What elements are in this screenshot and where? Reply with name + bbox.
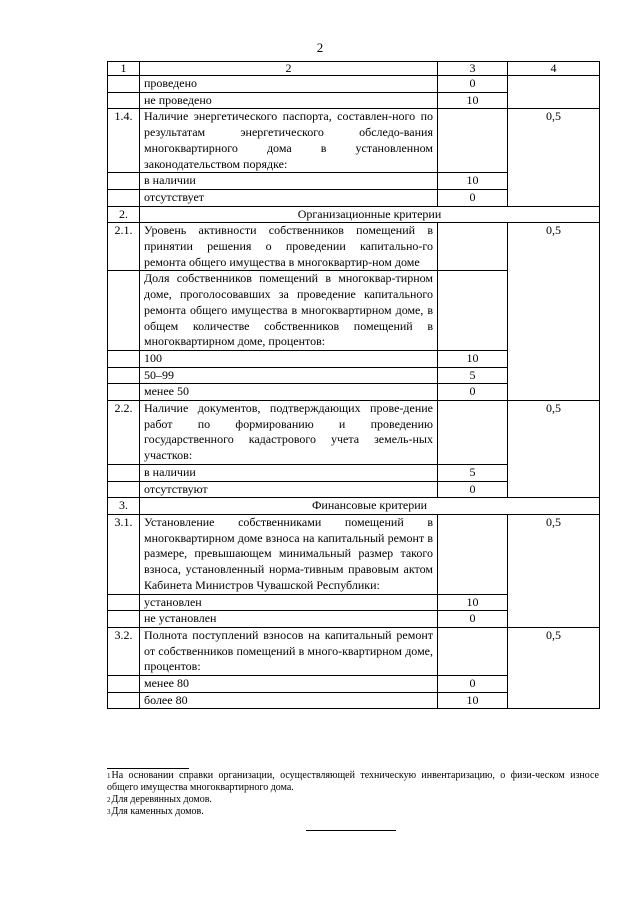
section-title: Организационные критерии xyxy=(140,206,600,223)
table-row xyxy=(108,384,600,401)
score-cell: 0 xyxy=(438,611,508,628)
criterion-text: не установлен xyxy=(140,611,438,628)
weight-cell xyxy=(508,611,600,628)
table-row xyxy=(108,76,600,93)
weight-cell: 0,5 xyxy=(508,223,600,271)
criterion-text: проведено xyxy=(140,76,438,93)
weight-cell xyxy=(508,92,600,109)
score-cell: 5 xyxy=(438,464,508,481)
footnote-mark: 2 xyxy=(107,796,111,804)
weight-cell: 0,5 xyxy=(508,627,600,675)
row-number xyxy=(108,594,140,611)
row-number xyxy=(108,92,140,109)
row-number: 3.1. xyxy=(108,514,140,594)
score-cell: 5 xyxy=(438,367,508,384)
row-number: 2.2. xyxy=(108,401,140,465)
score-cell: 0 xyxy=(438,189,508,206)
row-number: 2. xyxy=(108,206,140,223)
footnote-text: Для деревянных домов. xyxy=(111,794,212,805)
row-number xyxy=(108,692,140,709)
criterion-text: 100 xyxy=(140,350,438,367)
score-cell xyxy=(438,109,508,173)
score-cell xyxy=(438,271,508,351)
table-row xyxy=(108,189,600,206)
footnote-separator xyxy=(107,768,189,769)
row-number xyxy=(108,367,140,384)
criterion-text: 50–99 xyxy=(140,367,438,384)
score-cell: 10 xyxy=(438,92,508,109)
footnote-text: Для каменных домов. xyxy=(111,806,204,817)
weight-cell xyxy=(508,464,600,481)
score-cell: 10 xyxy=(438,594,508,611)
table-row xyxy=(108,676,600,693)
table-row xyxy=(108,692,600,709)
table-row xyxy=(108,401,600,465)
score-cell xyxy=(438,627,508,675)
score-cell: 10 xyxy=(438,692,508,709)
row-number xyxy=(108,611,140,628)
table-row xyxy=(108,271,600,351)
row-number xyxy=(108,271,140,351)
weight-cell: 0,5 xyxy=(508,109,600,173)
row-number: 1.4. xyxy=(108,109,140,173)
header-cell: 4 xyxy=(508,62,600,76)
criterion-text: установлен xyxy=(140,594,438,611)
row-number xyxy=(108,173,140,190)
row-number xyxy=(108,350,140,367)
criterion-text: Уровень активности собственников помещений в принятии решения о проведении капитально-го ремонта общего имущества в многоквартир-ном доме xyxy=(140,223,438,271)
score-cell: 0 xyxy=(438,481,508,498)
score-cell xyxy=(438,401,508,465)
row-number xyxy=(108,481,140,498)
score-cell xyxy=(438,223,508,271)
row-number xyxy=(108,189,140,206)
weight-cell xyxy=(508,384,600,401)
weight-cell xyxy=(508,676,600,693)
weight-cell xyxy=(508,76,600,93)
footnote-mark: 3 xyxy=(107,808,111,816)
weight-cell xyxy=(508,350,600,367)
criterion-text: в наличии xyxy=(140,464,438,481)
table-row xyxy=(108,367,600,384)
header-cell: 3 xyxy=(438,62,508,76)
footnote-text: На основании справки организации, осуществляющей техническую инвентаризацию, о физи-ческом износе общего имущества многоквартирного дома. xyxy=(107,770,599,793)
criterion-text: отсутствуют xyxy=(140,481,438,498)
criterion-text: Полнота поступлений взносов на капитальный ремонт от собственников помещений в много-квартирном доме, процентов: xyxy=(140,627,438,675)
header-cell: 2 xyxy=(140,62,438,76)
end-rule xyxy=(306,830,396,831)
row-number: 2.1. xyxy=(108,223,140,271)
criterion-text: отсутствует xyxy=(140,189,438,206)
criterion-text: менее 80 xyxy=(140,676,438,693)
criterion-text: Наличие энергетического паспорта, составлен-ного по результатам энергетического обследо-вания многоквартирного дома в установленном законодательством порядке: xyxy=(140,109,438,173)
section-row xyxy=(108,206,600,223)
footnotes xyxy=(107,770,599,818)
table-row xyxy=(108,481,600,498)
table-row xyxy=(108,514,600,594)
table-row xyxy=(108,611,600,628)
page-number: 2 xyxy=(316,40,324,55)
table-row xyxy=(108,627,600,675)
criterion-text: не проведено xyxy=(140,92,438,109)
table-row xyxy=(108,109,600,173)
score-cell xyxy=(438,514,508,594)
table-header-row xyxy=(108,62,600,76)
table-row xyxy=(108,350,600,367)
weight-cell xyxy=(508,367,600,384)
table-row xyxy=(108,92,600,109)
criterion-text: Установление собственниками помещений в многоквартирном доме взноса на капитальный ремонт в размере, превышающем минимальный размер такого взноса, установленный норма-тивным правовым актом Кабинета Министров Чувашской Республики: xyxy=(140,514,438,594)
weight-cell xyxy=(508,594,600,611)
weight-cell xyxy=(508,173,600,190)
criterion-text: Наличие документов, подтверждающих прове-дение работ по формированию и проведению государственного кадастрового учета земель-ных участков: xyxy=(140,401,438,465)
score-cell: 0 xyxy=(438,384,508,401)
table-row xyxy=(108,464,600,481)
table-row xyxy=(108,594,600,611)
score-cell: 10 xyxy=(438,350,508,367)
table-row xyxy=(108,223,600,271)
row-number: 3.2. xyxy=(108,627,140,675)
footnote xyxy=(107,806,599,818)
criterion-text: Доля собственников помещений в многоквар-тирном доме, проголосовавших за проведение капитального ремонта общего имущества в многоквартирном доме, в общем количестве собственников помещений в многоквартирном доме, процентов: xyxy=(140,271,438,351)
table-row xyxy=(108,173,600,190)
footnote xyxy=(107,770,599,794)
footnote-mark: 1 xyxy=(107,772,111,780)
criterion-text: более 80 xyxy=(140,692,438,709)
weight-cell xyxy=(508,481,600,498)
row-number xyxy=(108,464,140,481)
header-cell: 1 xyxy=(108,62,140,76)
criterion-text: в наличии xyxy=(140,173,438,190)
row-number xyxy=(108,76,140,93)
score-cell: 0 xyxy=(438,76,508,93)
weight-cell xyxy=(508,189,600,206)
score-cell: 0 xyxy=(438,676,508,693)
row-number xyxy=(108,676,140,693)
score-cell: 10 xyxy=(438,173,508,190)
row-number: 3. xyxy=(108,498,140,515)
row-number xyxy=(108,384,140,401)
criterion-text: менее 50 xyxy=(140,384,438,401)
weight-cell: 0,5 xyxy=(508,401,600,465)
section-row xyxy=(108,498,600,515)
footnote xyxy=(107,794,599,806)
weight-cell xyxy=(508,271,600,351)
weight-cell: 0,5 xyxy=(508,514,600,594)
criteria-table xyxy=(107,61,600,709)
section-title: Финансовые критерии xyxy=(140,498,600,515)
weight-cell xyxy=(508,692,600,709)
